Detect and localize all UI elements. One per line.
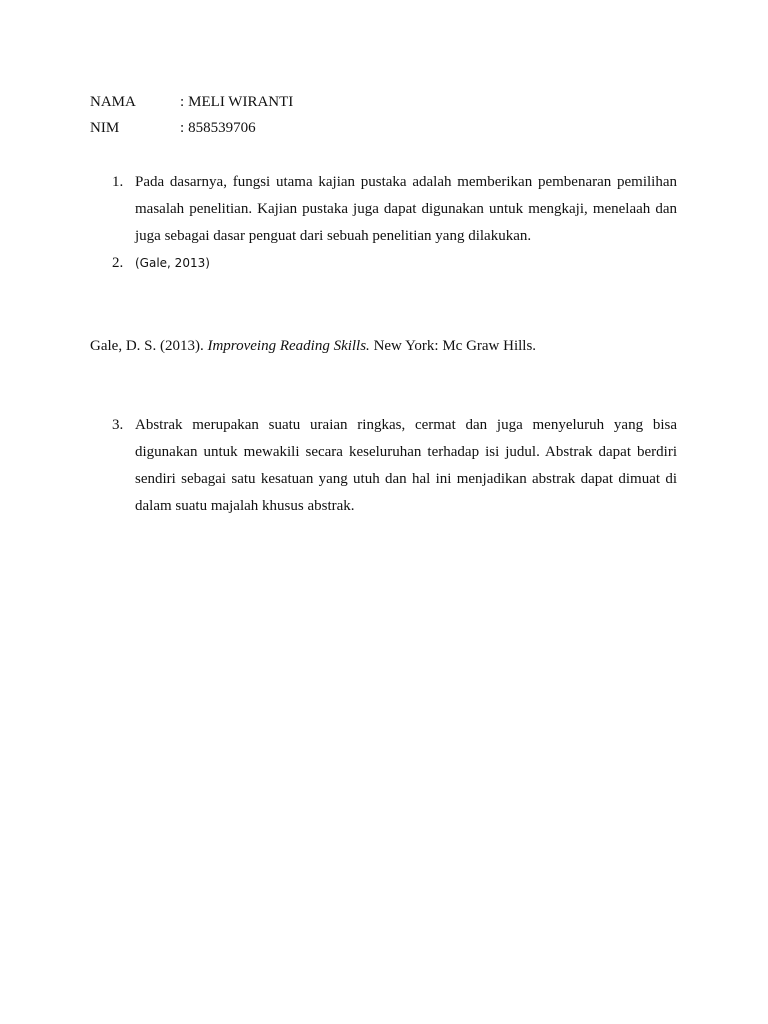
reference-publisher: New York: Mc Graw Hills.	[373, 338, 537, 354]
answer-1-number: 1.	[112, 174, 124, 190]
citation-text: (Gale, 2013)	[135, 256, 210, 270]
answer-1	[90, 169, 677, 250]
answer-1-text: Pada dasarnya, fungsi utama kajian pustaka adalah memberikan pembenaran pemilihan masalah penelitian. Kajian pustaka juga dapat digunakan untuk mengkaji, menelaah dan juga sebagai dasar penguat dari sebuah penelitian yang dilakukan.	[135, 174, 677, 244]
answer-3	[90, 412, 677, 520]
reference-entry	[90, 333, 536, 360]
answer-3-text: Abstrak merupakan suatu uraian ringkas, cermat dan juga menyeluruh yang bisa digunakan untuk mewakili secara keseluruhan terhadap isi judul. Abstrak dapat berdiri sendiri sebagai satu kesatuan yang utuh dan hal ini menjadikan abstrak dapat dimuat di dalam suatu majalah khusus abstrak.	[135, 417, 677, 514]
nim-value: 858539706	[188, 120, 256, 136]
name-row	[90, 92, 293, 112]
name-value: MELI WIRANTI	[188, 94, 294, 110]
name-label: NAMA	[90, 94, 136, 110]
nim-separator: :	[180, 120, 185, 136]
answer-2	[90, 250, 677, 277]
reference-title: Improveing Reading Skills.	[207, 338, 370, 354]
answer-2-number: 2.	[112, 255, 124, 271]
answer-3-number: 3.	[112, 417, 124, 433]
nim-row	[90, 118, 256, 138]
name-separator: :	[180, 94, 185, 110]
reference-authors-year: Gale, D. S. (2013).	[90, 338, 204, 354]
answer-2-body	[135, 250, 677, 277]
nim-label: NIM	[90, 120, 120, 136]
